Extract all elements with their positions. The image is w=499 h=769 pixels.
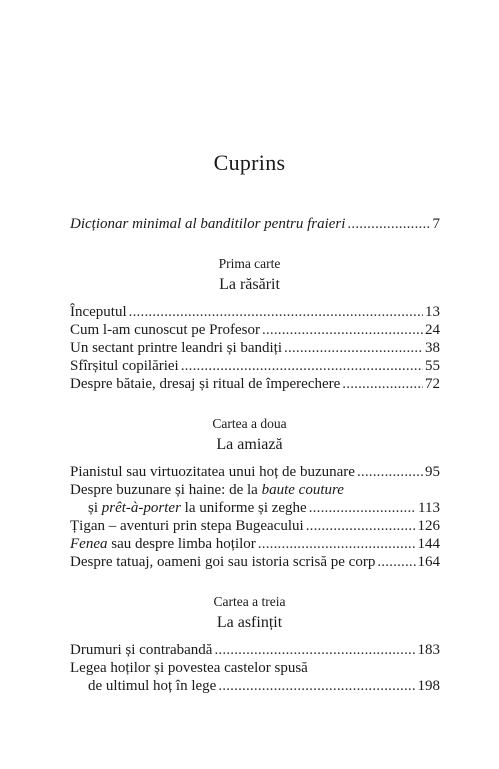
- toc-entry[interactable]: Despre bătaie, dresaj și ritual de împerechere ..... 72: [70, 375, 440, 393]
- toc-entry-text: Dicționar minimal al banditilor pentru fraieri: [70, 216, 346, 232]
- dot-leader: [284, 339, 423, 357]
- toc-entry[interactable]: Legea hoților și povestea castelor spusă: [70, 660, 308, 676]
- toc-entry-continuation[interactable]: de ultimul hoț în lege ..... 198: [70, 677, 440, 695]
- toc-entry[interactable]: Fenea sau despre limba hoților ..... 144: [70, 535, 440, 553]
- dot-leader: [262, 321, 423, 339]
- toc-entry[interactable]: Țigan – aventuri prin stepa Bugeacului ..... 126: [70, 517, 440, 535]
- toc-entry[interactable]: Un sectant printre leandri și bandiți ..... 38: [70, 339, 440, 357]
- part-title: La răsărit: [219, 276, 280, 293]
- part-title: La asfințit: [216, 614, 283, 631]
- dot-leader: [218, 677, 415, 695]
- dot-leader: [357, 463, 423, 481]
- page-title: Cuprins: [213, 150, 286, 175]
- part-label: Cartea a treia: [213, 594, 286, 609]
- dot-leader: [306, 517, 416, 535]
- toc-entry[interactable]: Despre buzunare și haine: de la baute couture: [70, 482, 344, 498]
- dot-leader: [377, 553, 415, 571]
- dot-leader: [258, 535, 416, 553]
- dot-leader: [129, 303, 423, 321]
- toc-entry-intro[interactable]: [70, 215, 440, 233]
- dot-leader: [347, 215, 430, 233]
- toc-entry[interactable]: Despre tatuaj, oameni goi sau istoria scrisă pe corp ..... 164: [70, 553, 440, 571]
- dot-leader: [342, 375, 423, 393]
- dot-leader: [181, 357, 423, 375]
- dot-leader: [309, 499, 416, 517]
- toc-entry[interactable]: Sfîrșitul copilăriei ..... 55: [70, 357, 440, 375]
- part-label: Prima carte: [218, 256, 281, 271]
- toc-entry-page: 7: [432, 216, 440, 232]
- toc-entry[interactable]: Cum l-am cunoscut pe Profesor ..... 24: [70, 321, 440, 339]
- toc-entry[interactable]: Pianistul sau virtuozitatea unui hoț de buzunare ..... 95: [70, 463, 440, 481]
- toc-entry[interactable]: Drumuri și contrabandă ..... 183: [70, 641, 440, 659]
- toc-entry[interactable]: Începutul ..... 13: [70, 303, 440, 321]
- part-label: Cartea a doua: [212, 416, 287, 431]
- toc-entry-continuation[interactable]: și prêt-à-porter la uniforme și zeghe ..... 113: [70, 499, 440, 517]
- part-title: La amiază: [216, 436, 283, 453]
- dot-leader: [214, 641, 415, 659]
